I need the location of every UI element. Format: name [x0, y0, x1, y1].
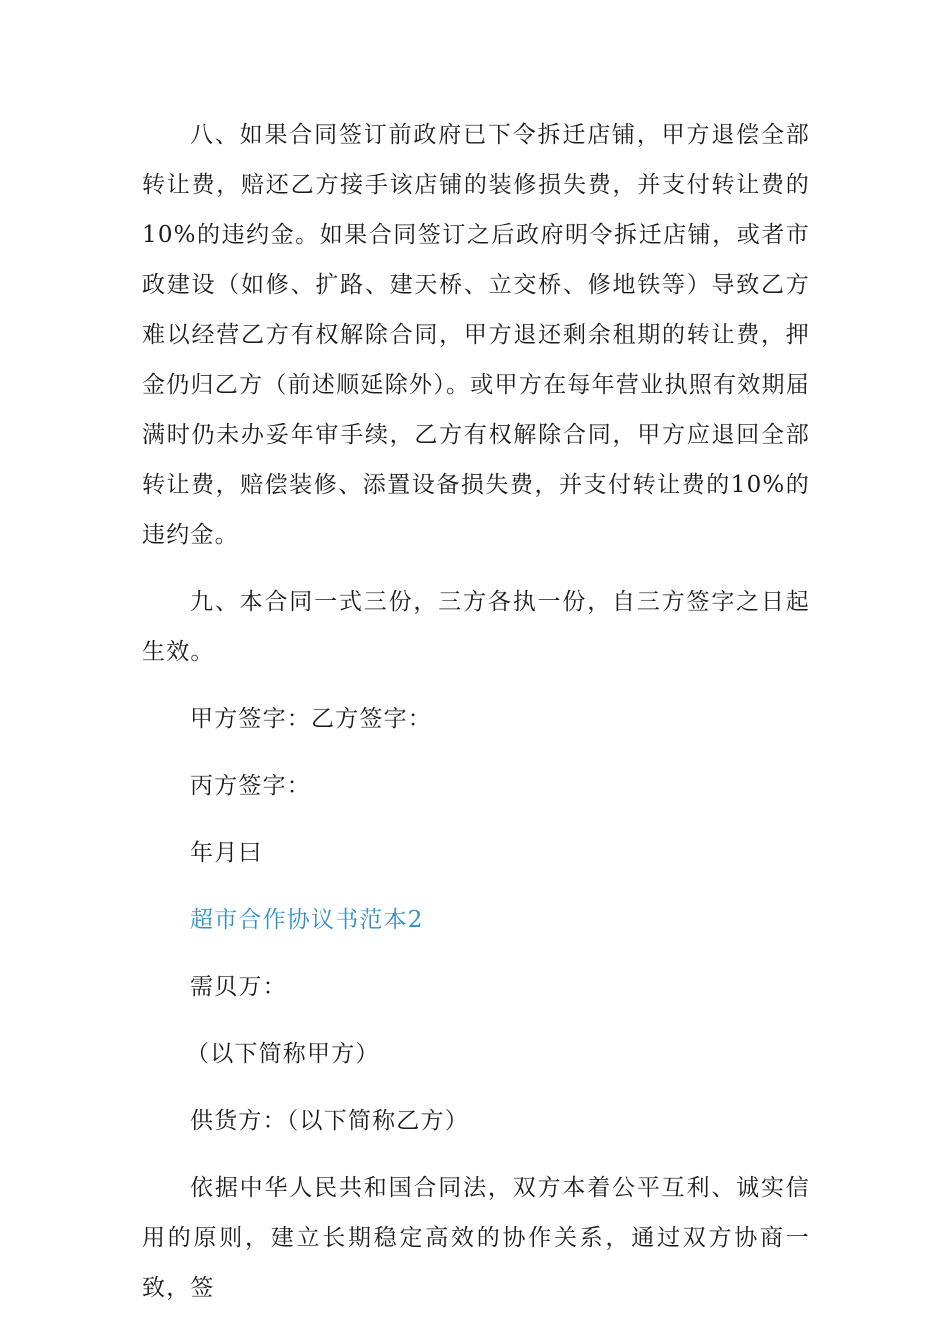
signature-party-c: 丙方签字：	[190, 773, 311, 799]
party-a-note: （以下简称甲方）	[186, 1041, 380, 1067]
clause-8-paragraph: 八、如果合同签订前政府已下令拆迁店铺，甲方退偿全部转让费，赔还乙方接手该店铺的装修损失费，并支付转让费的10%的违约金。如果合同签订之后政府明令拆迁店铺，或者市政建设（如修、扩路、建天桥、立交桥、修地铁等）导致乙方难以经营乙方有权解除合同，甲方退还剩余租期的转让费，押金仍归乙方（前述顺延除外）。或甲方在每年营业执照有效期届满时仍未办妥年审手续，乙方有权解除合同，甲方应退回全部转让费，赔偿装修、添置设备损失费，并支付转让费的10%的违约金。	[142, 122, 810, 548]
date-line: 年月曰	[190, 840, 263, 866]
section-heading: 超市合作协议书范本2	[190, 907, 424, 933]
demander-line: 需贝万：	[190, 974, 287, 1000]
intro-paragraph: 依据中华人民共和国合同法，双方本着公平互利、诚实信用的原则，建立长期稳定高效的协作关系，通过双方协商一致，签	[142, 1175, 810, 1301]
signature-party-a-b: 甲方签字：乙方签字：	[190, 706, 432, 732]
clause-9-paragraph: 九、本合同一式三份，三方各执一份，自三方签字之日起生效。	[142, 589, 810, 665]
supplier-line: 供货方：（以下简称乙方）	[190, 1108, 469, 1134]
document-page	[142, 110, 810, 1313]
